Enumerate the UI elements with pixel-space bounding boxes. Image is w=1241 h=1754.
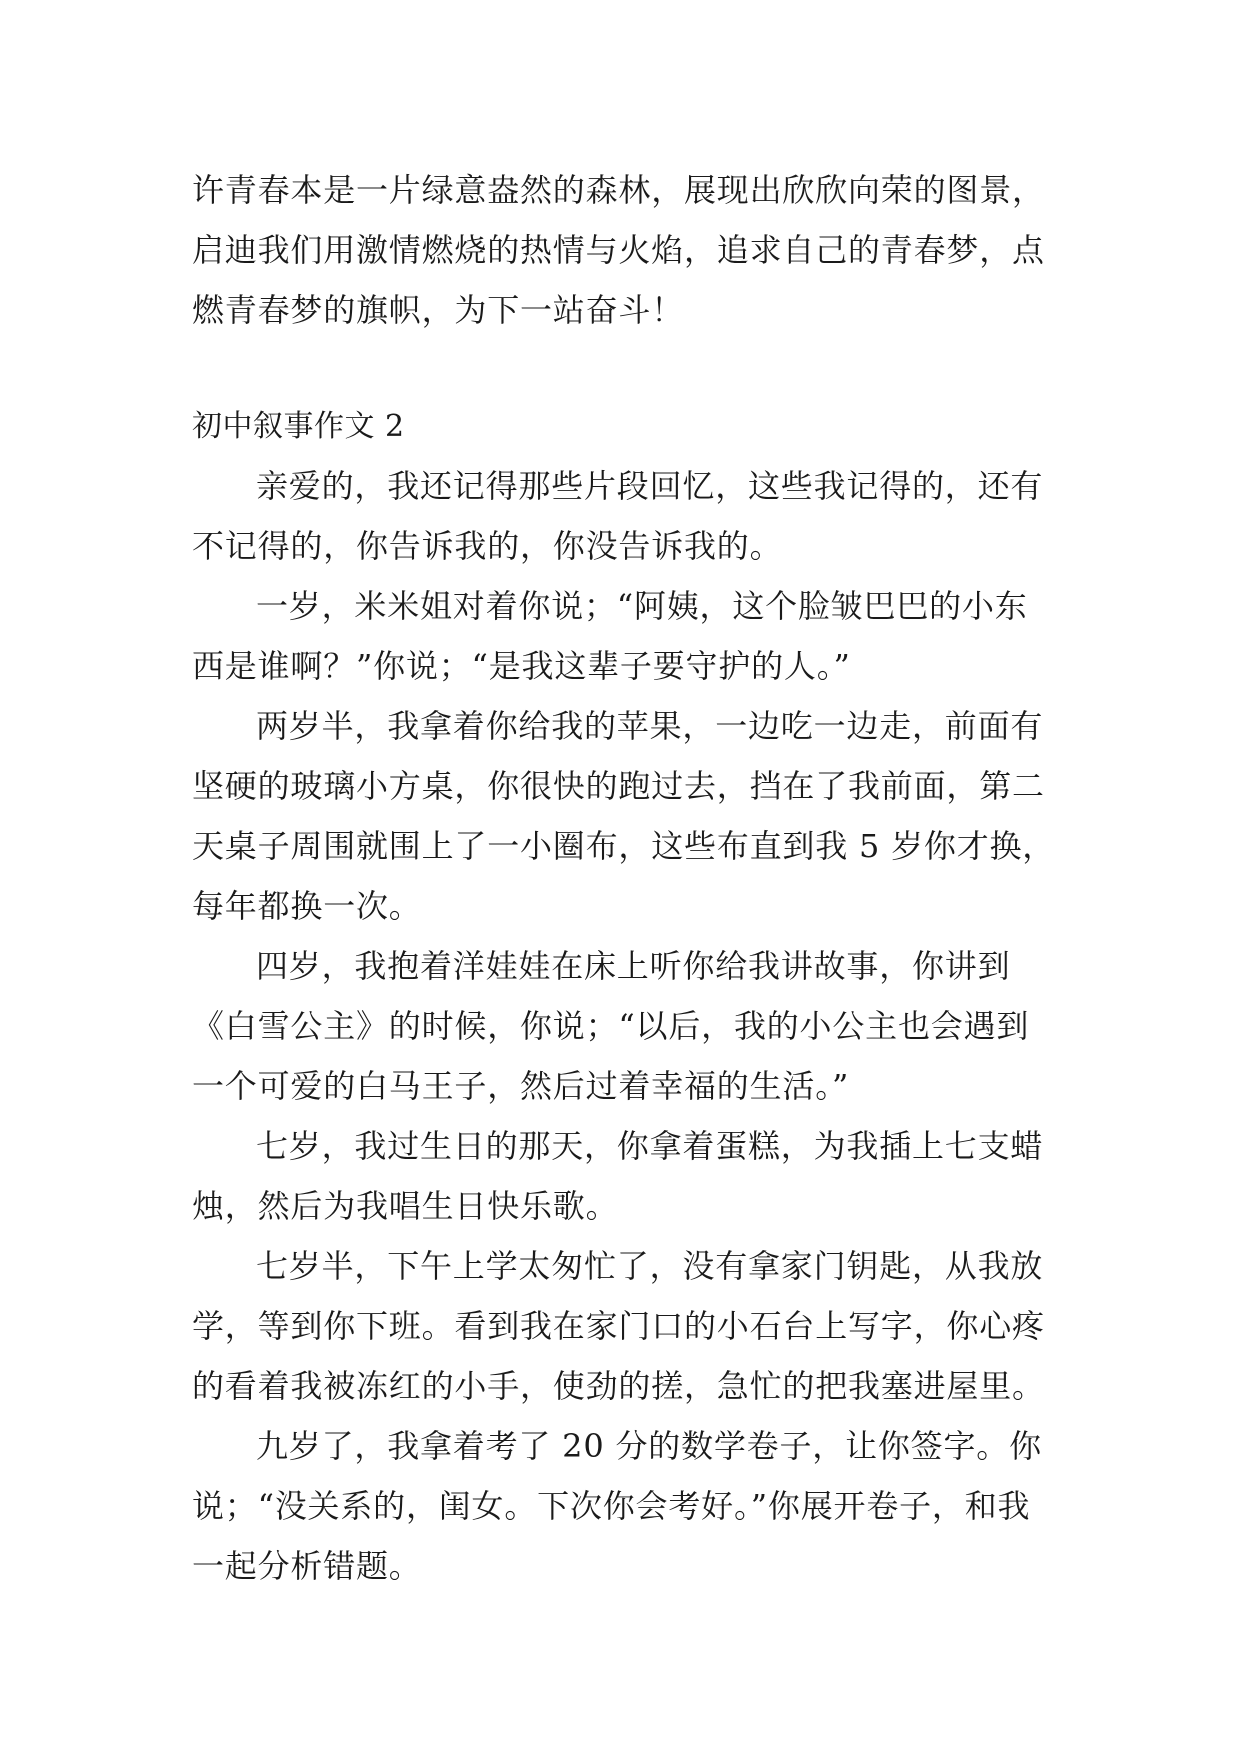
intro-paragraph bbox=[192, 160, 1052, 340]
paragraph-7 bbox=[192, 1416, 1052, 1596]
paragraph-line: 天桌子周围就围上了一小圈布，这些布直到我 5 岁你才换， bbox=[192, 827, 1056, 865]
paragraph-5 bbox=[192, 1116, 1052, 1236]
paragraph-line: 两岁半，我拿着你给我的苹果，一边吃一边走，前面有 bbox=[256, 707, 1044, 745]
paragraph-line: 四岁，我抱着洋娃娃在床上听你给我讲故事，你讲到 bbox=[256, 947, 1011, 985]
paragraph-line: 七岁，我过生日的那天，你拿着蛋糕，为我插上七支蜡 bbox=[256, 1127, 1044, 1165]
paragraph-3 bbox=[192, 696, 1056, 936]
paragraph-line: 一起分析错题。 bbox=[192, 1547, 422, 1585]
paragraph-line: 每年都换一次。 bbox=[192, 887, 422, 925]
paragraph-line: 燃青春梦的旗帜，为下一站奋斗！ bbox=[192, 291, 685, 329]
paragraph-2 bbox=[192, 576, 1052, 696]
paragraph-line: 亲爱的，我还记得那些片段回忆，这些我记得的，还有 bbox=[256, 467, 1044, 505]
paragraph-line: 不记得的，你告诉我的，你没告诉我的。 bbox=[192, 527, 783, 565]
paragraph-line: 学，等到你下班。看到我在家门口的小石台上写字，你心疼 bbox=[192, 1307, 1045, 1345]
paragraph-line: 一个可爱的白马王子，然后过着幸福的生活。” bbox=[192, 1067, 850, 1105]
paragraph-line: 许青春本是一片绿意盎然的森林，展现出欣欣向荣的图景， bbox=[192, 171, 1045, 209]
paragraph-line: 七岁半，下午上学太匆忙了，没有拿家门钥匙，从我放 bbox=[256, 1247, 1044, 1285]
paragraph-line: 启迪我们用激情燃烧的热情与火焰，追求自己的青春梦，点 bbox=[192, 231, 1045, 269]
paragraph-line: 《白雪公主》的时候，你说；“以后，我的小公主也会遇到 bbox=[192, 1007, 1030, 1045]
paragraph-spacer bbox=[192, 340, 1052, 398]
section-title: 初中叙事作文 2 bbox=[192, 409, 405, 444]
paragraph-line: 一岁，米米姐对着你说；“阿姨，这个脸皱巴巴的小东 bbox=[256, 587, 1028, 625]
paragraph-4 bbox=[192, 936, 1052, 1116]
paragraph-1 bbox=[192, 456, 1052, 576]
paragraph-line: 坚硬的玻璃小方桌，你很快的跑过去，挡在了我前面，第二 bbox=[192, 767, 1045, 805]
paragraph-line: 西是谁啊？”你说；“是我这辈子要守护的人。” bbox=[192, 647, 851, 685]
paragraph-line: 烛，然后为我唱生日快乐歌。 bbox=[192, 1187, 619, 1225]
paragraph-line: 九岁了，我拿着考了 20 分的数学卷子，让你签字。你 bbox=[256, 1427, 1042, 1465]
paragraph-6 bbox=[192, 1236, 1052, 1416]
paragraph-line: 的看着我被冻红的小手，使劲的搓，急忙的把我塞进屋里。 bbox=[192, 1367, 1045, 1405]
paragraph-line: 说；“没关系的，闺女。下次你会考好。”你展开卷子，和我 bbox=[192, 1487, 1031, 1525]
document-page bbox=[192, 160, 1056, 1596]
